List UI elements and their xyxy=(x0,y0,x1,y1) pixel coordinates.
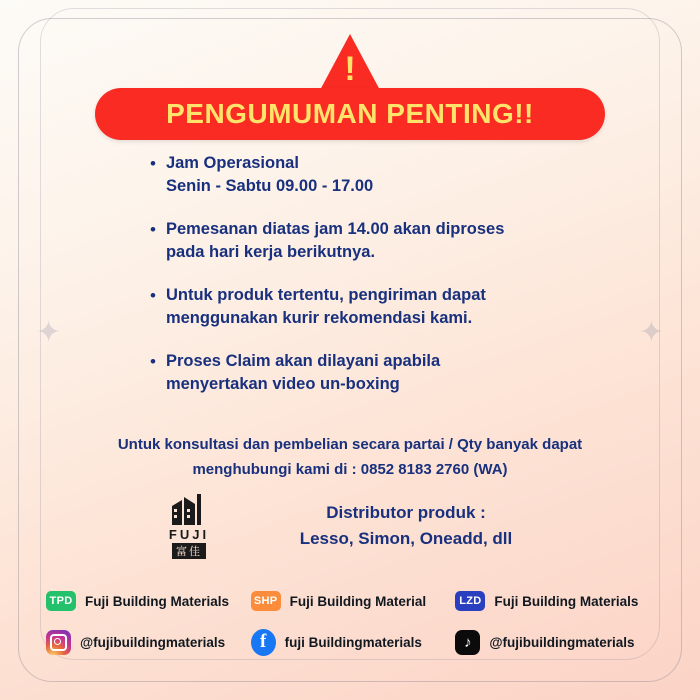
list-item-line: Pemesanan diatas jam 14.00 akan diproses xyxy=(165,220,505,238)
fuji-logo-chinese: 富佳 xyxy=(172,543,206,559)
list-item xyxy=(150,218,610,264)
distributor-line: Lesso, Simon, Oneadd, dll xyxy=(299,529,513,548)
facebook-icon: f xyxy=(251,629,276,656)
tokopedia-badge-icon: TPD xyxy=(46,591,76,611)
marketplace-tokopedia[interactable] xyxy=(46,591,251,611)
list-item xyxy=(150,350,610,396)
sparkle-icon-left: ✦ xyxy=(36,316,62,349)
instagram-icon xyxy=(46,630,71,655)
consultation-line: Untuk konsultasi dan pembelian secara partai / Qty banyak dapat xyxy=(117,436,583,453)
exclamation-triangle-icon xyxy=(319,34,381,92)
social-tiktok[interactable] xyxy=(455,630,660,655)
list-item-line: Untuk produk tertentu, pengiriman dapat xyxy=(165,286,486,304)
tiktok-icon: ♪ xyxy=(455,630,480,655)
marketplace-label: Fuji Building Materials xyxy=(494,593,639,609)
distributor-text xyxy=(242,500,570,552)
social-media-row xyxy=(46,629,660,656)
fuji-logo xyxy=(150,492,228,560)
social-handle: @fujibuildingmaterials xyxy=(80,635,226,650)
social-handle: @fujibuildingmaterials xyxy=(489,635,635,650)
fuji-logo-word: FUJI xyxy=(168,527,210,542)
social-handle: fuji Buildingmaterials xyxy=(284,635,422,650)
marketplace-shopee[interactable] xyxy=(251,591,456,611)
marketplace-label: Fuji Building Materials xyxy=(85,593,230,609)
list-item-line: Jam Operasional xyxy=(165,154,299,172)
list-item-line: pada hari kerja berikutnya. xyxy=(165,243,376,261)
list-item-text xyxy=(166,284,486,330)
distributor-line: Distributor produk : xyxy=(326,503,486,522)
list-item-text xyxy=(166,218,504,264)
bullet-icon: • xyxy=(150,154,156,173)
list-item-text xyxy=(166,152,373,198)
list-item-line: Proses Claim akan dilayani apabila xyxy=(165,352,441,370)
exclamation-mark: ! xyxy=(344,50,356,88)
social-footer xyxy=(46,591,660,674)
marketplace-lazada[interactable] xyxy=(455,591,660,611)
bullet-icon: • xyxy=(150,220,156,239)
list-item-text xyxy=(166,350,440,396)
marketplace-row xyxy=(46,591,660,611)
shopee-badge-icon: SHP xyxy=(251,591,281,611)
list-item-line: Senin - Sabtu 09.00 - 17.00 xyxy=(165,177,374,195)
list-item xyxy=(150,284,610,330)
bullet-icon: • xyxy=(150,352,156,371)
marketplace-label: Fuji Building Material xyxy=(289,593,427,609)
alert-icon-wrapper xyxy=(0,34,700,92)
bullet-icon: • xyxy=(150,286,156,305)
page-title: PENGUMUMAN PENTING!! xyxy=(166,98,534,129)
consultation-note xyxy=(60,432,640,482)
social-instagram[interactable] xyxy=(46,630,251,655)
list-item-line: menyertakan video un-boxing xyxy=(165,375,400,393)
lazada-badge-icon: LZD xyxy=(455,591,485,611)
consultation-line: menghubungi kami di : 0852 8183 2760 (WA) xyxy=(192,461,508,478)
announcement-list xyxy=(150,152,610,416)
sparkle-icon-right: ✦ xyxy=(638,316,664,349)
list-item-line: menggunakan kurir rekomendasi kami. xyxy=(165,309,473,327)
fuji-building-icon xyxy=(168,492,210,526)
list-item xyxy=(150,152,610,198)
social-facebook[interactable] xyxy=(251,629,456,656)
title-banner xyxy=(95,88,605,140)
distributor-row xyxy=(150,492,570,560)
